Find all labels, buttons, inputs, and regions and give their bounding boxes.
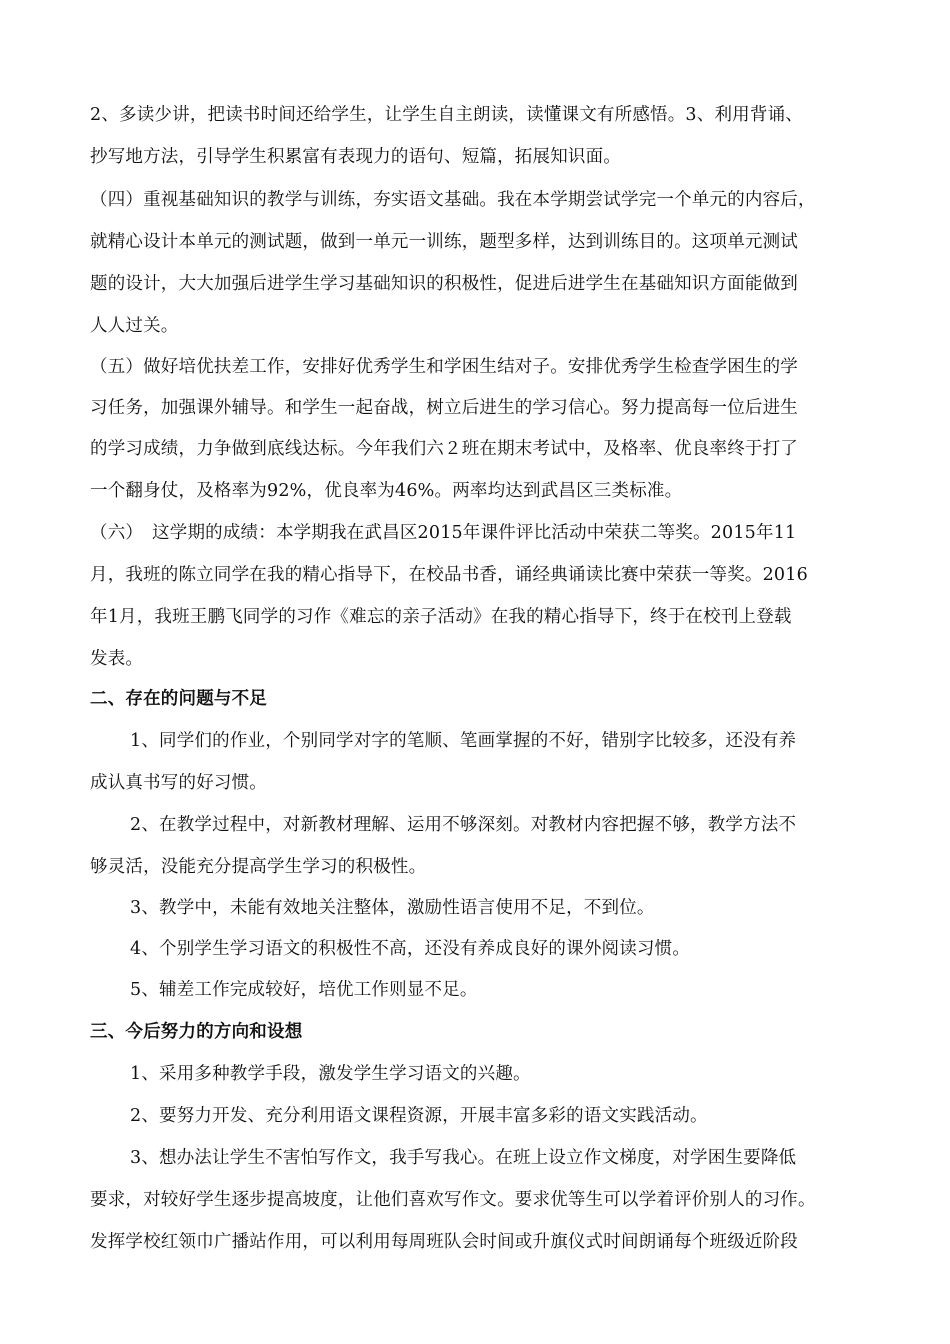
text-line: 一个翻身仗，及格率为92%，优良率为46%。两率均达到武昌区三类标准。 bbox=[90, 481, 683, 501]
text-line: 够灵活，没能充分提高学生学习的积极性。 bbox=[90, 857, 427, 877]
text-line: 3、想办法让学生不害怕写作文，我手写我心。在班上设立作文梯度，对学困生要降低 bbox=[130, 1148, 797, 1168]
text-line: 抄写地方法，引导学生积累富有表现力的语句、短篇，拓展知识面。 bbox=[90, 147, 621, 167]
section-heading: 二、存在的问题与不足 bbox=[90, 689, 267, 709]
text-line: 要求，对较好学生逐步提高坡度，让他们喜欢写作文。要求优等生可以学着评价别人的习作。 bbox=[90, 1190, 816, 1210]
text-line: 4、个别学生学习语文的积极性不高，还没有养成良好的课外阅读习惯。 bbox=[130, 939, 691, 959]
text-line: 1、采用多种教学手段，激发学生学习语文的兴趣。 bbox=[130, 1064, 531, 1084]
text-line: 发挥学校红领巾广播站作用，可以利用每周班队会时间或升旗仪式时间朗诵每个班级近阶段 bbox=[90, 1232, 798, 1252]
section-heading: 三、今后努力的方向和设想 bbox=[90, 1022, 303, 1042]
text-line: 2、要努力开发、充分利用语文课程资源，开展丰富多彩的语文实践活动。 bbox=[130, 1106, 708, 1126]
text-line: （五）做好培优扶差工作，安排好优秀学生和学困生结对子。安排优秀学生检查学困生的学 bbox=[90, 357, 798, 377]
text-line: （六） 这学期的成绩：本学期我在武昌区2015年课件评比活动中荣获二等奖。2015年11 bbox=[90, 523, 797, 543]
text-line: 2、多读少讲，把读书时间还给学生，让学生自主朗读，读懂课文有所感悟。3、利用背诵、 bbox=[90, 105, 803, 125]
text-line: 3、教学中，未能有效地关注整体，激励性语言使用不足，不到位。 bbox=[130, 898, 655, 918]
text-line: 人人过关。 bbox=[90, 316, 179, 336]
text-line: 就精心设计本单元的测试题，做到一单元一训练，题型多样，达到训练目的。这项单元测试 bbox=[90, 232, 798, 252]
text-line: 月，我班的陈立同学在我的精心指导下，在校品书香，诵经典诵读比赛中荣获一等奖。2016 bbox=[90, 565, 808, 585]
text-line: 成认真书写的好习惯。 bbox=[90, 773, 267, 793]
text-line: 2、在教学过程中，对新教材理解、运用不够深刻。对教材内容把握不够，教学方法不 bbox=[130, 815, 797, 835]
text-line: 题的设计，大大加强后进学生学习基础知识的积极性，促进后进学生在基础知识方面能做到 bbox=[90, 274, 798, 294]
text-line: 1、同学们的作业，个别同学对字的笔顺、笔画掌握的不好，错别字比较多，还没有养 bbox=[130, 731, 797, 751]
text-line: 发表。 bbox=[90, 649, 144, 669]
text-line: （四）重视基础知识的教学与训练，夯实语文基础。我在本学期尝试学完一个单元的内容后， bbox=[90, 190, 816, 210]
text-line: 年1月，我班王鹏飞同学的习作《难忘的亲子活动》在我的精心指导下，终于在校刊上登载 bbox=[90, 607, 792, 627]
text-line: 习任务，加强课外辅导。和学生一起奋战，树立后进生的学习信心。努力提高每一位后进生 bbox=[90, 398, 798, 418]
text-line: 的学习成绩，力争做到底线达标。今年我们六２班在期末考试中，及格率、优良率终于打了 bbox=[90, 439, 798, 459]
text-line: 5、辅差工作完成较好，培优工作则显不足。 bbox=[130, 980, 478, 1000]
